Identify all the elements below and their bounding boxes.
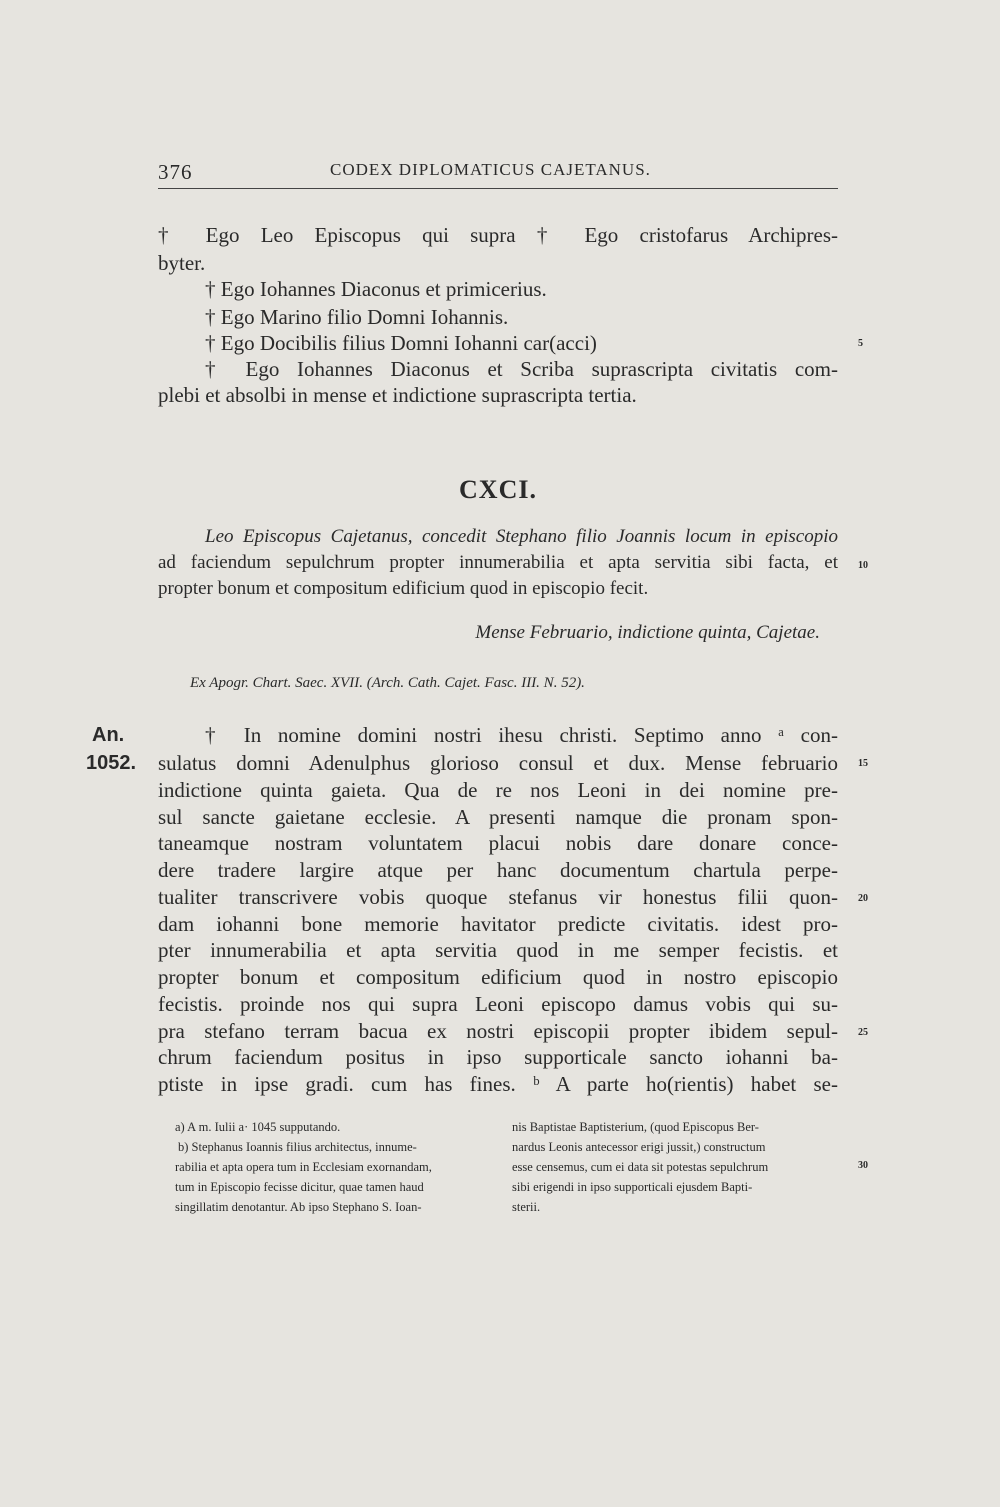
signature-line: † Ego Marino filio Domni Iohannis. xyxy=(205,305,509,329)
body-line: fecistis. proinde nos qui supra Leoni episcopo damus vobis qui su- xyxy=(158,992,838,1016)
summary-line: ad faciendum sepulchrum propter innumerabilia et apta servitia sibi facta, et xyxy=(158,552,838,573)
body-line: sul sancte gaietane ecclesie. A presenti namque die pronam spon- xyxy=(158,805,838,829)
header-rule xyxy=(158,188,838,189)
footnote-line: sibi erigendi in ipso supporticali ejusdem Bapti- xyxy=(512,1180,753,1194)
body-line: indictione quinta gaieta. Qua de re nos Leoni in dei nomine pre- xyxy=(158,778,838,802)
signature-line: † Ego Leo Episcopus qui supra † Ego cristofarus Archipres- xyxy=(158,223,838,247)
line-number: 30 xyxy=(858,1160,868,1171)
signature-line: † Ego Iohannes Diaconus et primicerius. xyxy=(205,277,547,301)
body-line: pra stefano terram bacua ex nostri episcopii propter ibidem sepul- xyxy=(158,1019,838,1043)
footnote-line: nis Baptistae Baptisterium, (quod Episcopus Ber- xyxy=(512,1120,759,1134)
body-line: dam iohanni bone memorie havitator predicte civitatis. idest pro- xyxy=(158,912,838,936)
line-number: 10 xyxy=(858,560,868,571)
footnote-line: tum in Episcopio fecisse dicitur, quae tamen haud xyxy=(175,1180,424,1194)
body-line: chrum faciendum positus in ipso supporticale sancto iohanni ba- xyxy=(158,1045,838,1069)
body-line: † In nomine domini nostri ihesu christi. Septimo anno ᵃ con- xyxy=(205,723,838,747)
body-line: ptiste in ipse gradi. cum has fines. ᵇ A parte ho(rientis) habet se- xyxy=(158,1072,838,1096)
signature-line: plebi et absolbi in mense et indictione suprascripta tertia. xyxy=(158,383,637,407)
line-number: 20 xyxy=(858,893,868,904)
body-line: sulatus domni Adenulphus glorioso consul et dux. Mense februario xyxy=(158,751,838,775)
summary-line: Leo Episcopus Cajetanus, concedit Stephano filio Joannis locum in episcopio xyxy=(205,526,838,547)
running-title: CODEX DIPLOMATICUS CAJETANUS. xyxy=(330,160,651,179)
footnote-line: singillatim denotantur. Ab ipso Stephano S. Ioan- xyxy=(175,1200,422,1214)
line-number: 15 xyxy=(858,758,868,769)
margin-year: An. xyxy=(92,724,125,746)
footnote-line: sterii. xyxy=(512,1200,541,1214)
page-number: 376 xyxy=(158,160,193,184)
line-number: 25 xyxy=(858,1027,868,1038)
footnote-line: rabilia et apta opera tum in Ecclesiam exornandam, xyxy=(175,1160,432,1174)
document-number: CXCI. xyxy=(459,475,537,504)
body-line: taneamque nostram voluntatem placui nobis dare donare conce- xyxy=(158,831,838,855)
footnote-line: a) A m. Iulii a· 1045 supputando. xyxy=(175,1120,341,1134)
date-place: Mense Februario, indictione quinta, Cajetae. xyxy=(475,622,820,643)
body-line: pter innumerabilia et apta servitia quod in me semper fecistis. et xyxy=(158,938,838,962)
body-line: propter bonum et compositum edificium quod in nostro episcopio xyxy=(158,965,838,989)
footnote-line: nardus Leonis antecessor erigi jussit,) constructum xyxy=(512,1140,766,1154)
signature-line: † Ego Docibilis filius Domni Iohanni car(acci) xyxy=(205,331,597,355)
signature-line: † Ego Iohannes Diaconus et Scriba suprascripta civitatis com- xyxy=(205,357,838,381)
summary-line: propter bonum et compositum edificium quod in episcopio fecit. xyxy=(158,578,649,599)
signature-line: byter. xyxy=(158,251,206,275)
source-note: Ex Apogr. Chart. Saec. XVII. (Arch. Cath. Cajet. Fasc. III. N. 52). xyxy=(190,675,585,691)
footnote-line: b) Stephanus Ioannis filius architectus, innume- xyxy=(178,1140,417,1154)
line-number: 5 xyxy=(858,338,863,349)
margin-year: 1052. xyxy=(86,752,137,774)
footnote-line: esse censemus, cum ei data sit potestas sepulchrum xyxy=(512,1160,769,1174)
body-line: dere tradere largire atque per hanc documentum chartula perpe- xyxy=(158,858,838,882)
body-line: tualiter transcrivere vobis quoque stefanus vir honestus filii quon- xyxy=(158,885,838,909)
